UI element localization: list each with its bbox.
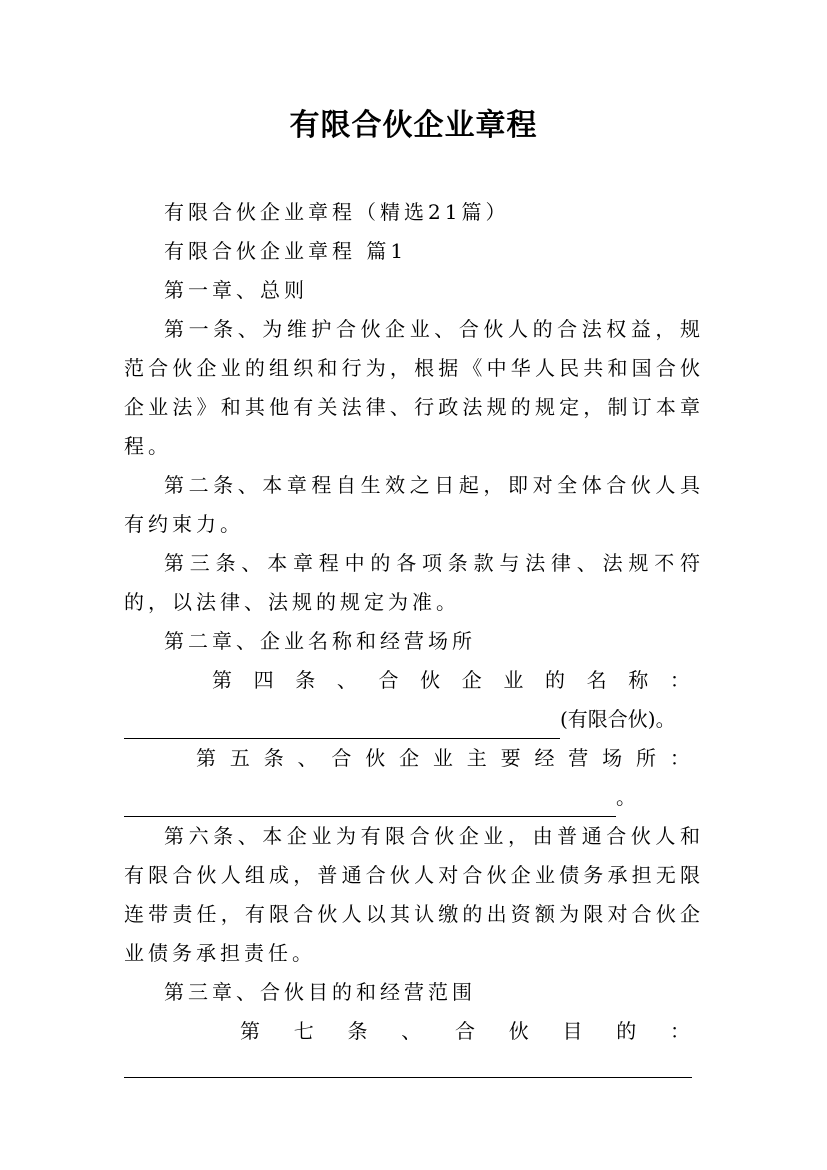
label-char: 合	[455, 1019, 475, 1043]
label-char: 第	[212, 668, 232, 692]
article-4-blank	[124, 712, 560, 739]
label-char: 、	[401, 1019, 422, 1043]
label-char: 第	[196, 746, 216, 770]
label-char: 伙	[365, 746, 386, 770]
label-char: 五	[229, 746, 250, 770]
label-char: 企	[399, 746, 420, 770]
article-7-blank	[124, 1051, 692, 1078]
label-char: 第	[240, 1019, 260, 1043]
label-char: 的	[616, 1019, 637, 1043]
label-char: 称	[628, 668, 649, 692]
label-char: 四	[253, 668, 274, 692]
article-4-suffix: (有限合伙)。	[560, 707, 676, 731]
article-2: 第二条、本章程自生效之日起，即对全体合伙人具有约束力。	[124, 473, 704, 536]
label-char: 条	[263, 746, 284, 770]
article-5-suffix: 。	[616, 785, 636, 809]
label-char: 合	[331, 746, 352, 770]
label-char: 、	[297, 746, 318, 770]
label-char: 业	[432, 746, 453, 770]
chapter-1-heading: 第一章、总则	[164, 278, 308, 302]
document-body	[124, 193, 704, 1078]
label-char: 要	[500, 746, 521, 770]
article-5-fill-row	[124, 778, 704, 817]
label-char: 合	[378, 668, 399, 692]
chapter-2-heading: 第二章、企业名称和经营场所	[164, 629, 476, 653]
label-char: 条	[347, 1019, 368, 1043]
label-char: 所	[635, 746, 656, 770]
paragraph-subtitle: 有限合伙企业章程（精选21篇）	[164, 200, 510, 224]
label-char: ：	[670, 1019, 690, 1043]
article-5-label	[124, 739, 704, 778]
document-title: 有限合伙企业章程	[289, 108, 538, 143]
label-char: 伙	[420, 668, 441, 692]
article-7-label	[124, 1012, 704, 1051]
label-char: 的	[545, 668, 565, 692]
label-char: 伙	[508, 1019, 529, 1043]
label-char: ：	[669, 668, 690, 692]
label-char: 经	[534, 746, 555, 770]
label-char: ：	[669, 746, 690, 770]
label-char: 名	[586, 668, 607, 692]
chapter-3-heading: 第三章、合伙目的和经营范围	[164, 980, 476, 1004]
label-char: 企	[461, 668, 482, 692]
article-1: 第一条、为维护合伙企业、合伙人的合法权益，规范合伙企业的组织和行为，根据《中华人民共和国合伙企业法》和其他有关法律、行政法规的规定，制订本章程。	[124, 317, 704, 458]
label-char: 主	[466, 746, 487, 770]
article-3: 第三条、本章程中的各项条款与法律、法规不符的，以法律、法规的规定为准。	[124, 551, 704, 614]
article-4-label	[124, 661, 704, 700]
label-char: 七	[293, 1019, 314, 1043]
label-char: 条	[295, 668, 316, 692]
article-7-fill-row	[124, 1051, 704, 1078]
article-5-blank	[124, 790, 616, 817]
label-char: 营	[568, 746, 589, 770]
label-char: 、	[336, 668, 357, 692]
article-6: 第六条、本企业为有限合伙企业，由普通合伙人和有限合伙人组成，普通合伙人对合伙企业债务承担无限连带责任，有限合伙人以其认缴的出资额为限对合伙企业债务承担责任。	[124, 824, 704, 965]
label-char: 场	[602, 746, 623, 770]
paragraph-part-heading: 有限合伙企业章程 篇1	[164, 239, 408, 263]
article-4-fill-row	[124, 700, 704, 739]
label-char: 目	[562, 1019, 583, 1043]
label-char: 业	[503, 668, 524, 692]
